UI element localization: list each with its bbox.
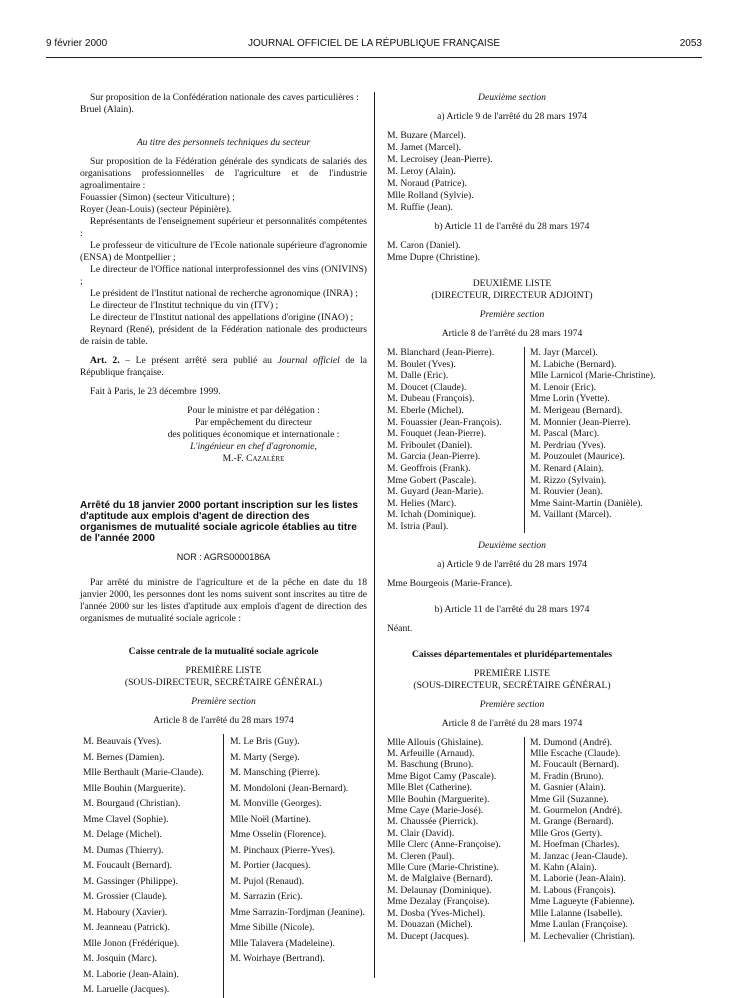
list-item: M. Eberle (Michel). [387,404,464,416]
list-item: Mlle Clerc (Anne-Françoise). [387,839,501,851]
list-item: Le directeur de l'Institut national des appellations d'origine (INAO) ; [90,312,354,323]
list-item: M. Dumas (Thierry). [83,844,164,856]
list-item: M. Dumond (André). [530,736,613,748]
list-item: M. Perdriau (Yves). [530,439,606,451]
list-item: M. Gasnier (Alain). [530,782,606,794]
list-item: M. Leroy (Alain). [387,166,456,177]
list-item: M. Laborie (Jean-Alain). [530,873,626,885]
article-heading: Article 8 de l'arrêté du 28 mars 1974 [441,328,583,339]
list-item: M. Fouquet (Jean-Pierre). [387,428,487,440]
list-item: Mlle Bouhin (Marguerite). [83,782,186,794]
paragraph: Par arrêté du ministre de l'agriculture et de la pêche en date du 18 janvier 2000, les personnes dont les noms suivent sont inscrites au titre de l'année 2000 sur les listes d'aptitude aux emplois d'agent de direction des organismes de mutualité sociale agricole : [80,577,367,624]
list-item: M. Istria (Paul). [387,520,449,532]
nor-reference: NOR : AGRS0000186A [176,552,271,562]
names-divider [524,347,525,533]
section-heading: Première section [479,698,545,710]
list-item: M. Arfeuille (Arnaud). [387,748,475,759]
list-item: M. Bernes (Damien). [83,751,165,763]
names-column [230,734,365,967]
left-column [80,92,367,998]
list-item: Mlle Jonon (Frédérique). [83,937,180,949]
list-item: Mme Dezalay (Françoise). [387,896,490,908]
list-item: M. Baschung (Bruno). [387,759,474,771]
list-item: Reynard (René), président de la Fédération nationale des producteurs de raisin de table. [80,324,367,347]
member-name: Fouassier (Simon) (secteur Viticulture) ; [80,192,235,203]
list-item: M. Jayr (Marcel). [530,347,598,358]
list-item: M. Portier (Jacques). [230,860,311,871]
section-heading: Première section [479,309,545,320]
list-item: M. Douazan (Michel). [387,919,473,931]
section-heading: Au titre des personnels techniques du secteur [136,137,311,148]
list-item: M. Renard (Alain). [530,462,604,474]
list-item: M. Delage (Michel). [83,829,162,840]
list-item: M. Delaunay (Dominique). [387,884,492,896]
list-item: Mme Clavel (Sophie). [83,813,169,825]
list-item: M. Lecroisey (Jean-Pierre). [387,154,493,165]
list-subheading: (DIRECTEUR, DIRECTEUR ADJOINT) [431,290,593,301]
list-item: Le président de l'Institut national de recherche agronomique (INRA) ; [90,288,358,299]
list-item: M. Lenoir (Eric). [530,381,597,393]
list-item: M. Pujol (Renaud). [230,875,305,887]
section-heading: Caisse centrale de la mutualité sociale agricole [128,646,319,657]
list-item: M. Pinchaux (Pierre-Yves). [230,844,336,856]
list-item: Le professeur de viticulture de l'Ecole nationale supérieure d'agronomie (ENSA) de Montpellier ; [80,240,367,263]
list-item: M. Foucault (Bernard). [83,860,172,871]
list-item: M. Bourgaud (Christian). [83,798,181,809]
list-item: Mlle Berthault (Marie-Claude). [83,767,204,778]
signature-line: des politiques économique et internationale : [167,429,340,440]
list-item: M. Guyard (Jean-Marie). [387,486,484,498]
paragraph: Sur proposition de la Fédération générale des syndicats de salariés des organisations professionnelles de l'agriculture et de l'industrie agroalimentaire : [80,156,367,191]
signature-line: Par empêchement du directeur [195,417,312,428]
list-item: Mme Bigot Camy (Pascale). [387,770,497,782]
list-item: M. Grange (Bernard). [530,816,614,828]
list-item: M. Mansching (Pierre). [230,767,321,778]
list-item: Mlle Blet (Catherine). [387,782,472,794]
list-item: Mlle Lalanne (Isabelle). [530,907,623,919]
list-item: M. Lechevalier (Christian). [530,930,635,942]
list-item: Mlle Larnicol (Marie-Christine). [530,370,656,382]
list-item: M. Jamet (Marcel). [387,142,462,153]
list-item: M. Labiche (Bernard). [530,358,617,370]
neant-text: Néant. [387,622,413,634]
names-divider [524,737,525,942]
list-item: M. Beauvais (Yves). [83,736,162,747]
signature-name: M.-F. Cazalère [222,453,285,464]
list-item: M. Caron (Daniel). [387,240,461,251]
list-item: M. Marty (Serge). [230,751,300,763]
article-heading: b) Article 11 de l'arrêté du 28 mars 1974 [434,603,590,615]
list-item: M. Boulet (Yves). [387,358,456,370]
header-date: 9 février 2000 [46,38,108,49]
list-item: Mlle Allouis (Ghislaine). [387,736,484,748]
signature-line: L'ingénieur en chef d'agronomie, [190,441,317,452]
names-column [387,737,501,942]
list-item: Mme Caye (Marie-José). [387,805,484,817]
section-heading: Deuxième section [478,539,546,551]
list-item: Le directeur de l'Office national interprofessionnel des vins (ONIVINS) ; [80,264,367,287]
list-item: Mme Osselin (Florence). [230,829,327,840]
list-item: M. Friboulet (Daniel). [387,439,473,451]
list-item: Le directeur de l'Institut technique du vin (ITV) ; [90,300,279,311]
list-subheading: (SOUS-DIRECTEUR, SECRÉTAIRE GÉNÉRAL) [413,679,611,691]
list-item: M. Dubeau (François). [387,393,475,405]
list-item: M. Vaillant (Marcel). [530,509,612,521]
names-divider [223,734,224,998]
list-item: M. Laruelle (Jacques). [83,984,170,995]
list-item: M. Foucault (Bernard). [530,759,619,771]
article-heading: b) Article 11 de l'arrêté du 28 mars 1974 [434,221,590,232]
list-item: M. Laborie (Jean-Alain). [83,968,179,980]
names-column [387,347,502,533]
list-item: M. Josquin (Marc). [83,953,158,964]
list-item: Mme Laulan (Françoise). [530,919,628,931]
names-list [384,240,640,264]
section-heading: Première section [191,696,256,707]
list-item: M. Janzac (Jean-Claude). [530,850,628,862]
list-item: Mlle Escache (Claude). [530,748,621,759]
list-item: M. Doucet (Claude). [387,381,467,393]
list-item: M. Geoffrois (Frank). [387,462,471,474]
list-item: M. Pascal (Marc). [530,428,600,440]
list-item: M. Fouassier (Jean-François). [387,416,502,428]
list-item: M. Hoefman (Charles). [530,839,620,851]
list-item: Mme Saint-Martin (Danièle). [530,497,643,509]
article-heading: a) Article 9 de l'arrêté du 28 mars 1974 [437,111,587,122]
list-item: M. Sarrazin (Eric). [230,891,303,902]
list-item: Mlle Bouhin (Marguerite). [387,793,490,805]
list-item: Mlle Cure (Marie-Christine). [387,862,499,874]
list-item: M. Helies (Marc). [387,497,457,509]
list-item: M. Noraud (Patrice). [387,178,467,189]
article-heading: Article 8 de l'arrêté du 28 mars 1974 [153,715,294,726]
list-item: M. Garcia (Jean-Pierre). [387,451,481,463]
list-item: Mme Gobert (Pascale). [387,474,477,486]
list-item: M. Jeanneau (Patrick). [83,922,170,933]
list-item: M. Le Bris (Guy). [230,736,300,747]
list-item: M. Cleren (Paul). [387,850,455,862]
list-item: M. Monnier (Jean-Pierre). [530,416,631,428]
list-item: M. Blanchard (Jean-Pierre). [387,347,495,358]
list-item: M. Gassinger (Philippe). [83,875,178,887]
section-heading: Deuxième section [478,92,546,103]
list-item: M. Merigeau (Bernard). [530,404,623,416]
list-heading: PREMIÈRE LISTE [185,665,262,676]
member-name: Royer (Jean-Louis) (secteur Pépinière). [80,204,232,215]
names-table [384,737,640,942]
member-name: Mme Bourgeois (Marie-France). [387,577,513,589]
list-item: Mlle Rolland (Sylvie). [387,190,474,201]
list-item: M. Kahn (Alain). [530,862,597,874]
list-item: M. Ichah (Dominique). [387,509,476,521]
article-heading: Article 8 de l'arrêté du 28 mars 1974 [441,717,583,729]
list-heading: DEUXIÈME LISTE [472,278,552,289]
header-page-number: 2053 [679,38,702,49]
list-heading: PREMIÈRE LISTE [474,667,550,679]
list-item: M. Chaussée (Pierrick). [387,816,479,828]
list-item: M. Rizzo (Sylvain). [530,474,607,486]
list-item: Mme Lagueyte (Fabienne). [530,896,635,908]
article-heading: a) Article 9 de l'arrêté du 28 mars 1974 [437,558,587,570]
list-item: Mme Gil (Suzanne). [530,793,609,805]
list-item: M. Woirhaye (Bertrand). [230,953,325,964]
list-item: M. Buzare (Marcel). [387,130,466,141]
representatives-list [80,240,367,348]
list-item: M. Ruffie (Jean). [387,202,453,213]
list-subheading: (SOUS-DIRECTEUR, SECRÉTAIRE GÉNÉRAL) [124,677,323,688]
list-item: Mlle Gros (Gerty). [530,827,603,839]
list-item: M. Mondoloni (Jean-Bernard). [230,782,349,794]
header-title: JOURNAL OFFICIEL DE LA RÉPUBLIQUE FRANÇAISE [247,38,501,49]
signature-date: Fait à Paris, le 23 décembre 1999. [90,386,221,397]
member-name: Bruel (Alain). [80,104,134,115]
list-item: M. Grossier (Claude). [83,891,168,902]
column-divider [374,92,375,978]
list-item: M. Fradin (Bruno). [530,770,604,782]
list-item: M. Dalle (Eric). [387,370,449,382]
list-item: Mme Dupre (Christine). [387,252,480,263]
article-2: Art. 2. – Le présent arrêté sera publié au Journal officiel de la République française. [80,355,367,378]
list-item: M. Labous (François). [530,884,616,896]
paragraph: Représentants de l'enseignement supérieur et personnalités compétentes : [80,216,367,239]
names-list [384,130,640,214]
right-column [384,92,656,942]
list-item: Mlle Talavera (Madeleine). [230,937,335,949]
list-item: Mme Lorin (Yvette). [530,393,610,405]
list-item: Mme Sarrazin-Tordjman (Jeanine). [230,906,365,918]
list-item: M. Pouzoulet (Maurice). [530,451,625,463]
list-item: M. de Malglaive (Bernard). [387,873,493,885]
list-item: M. Ducept (Jacques). [387,930,470,942]
names-column [83,734,204,998]
header-rule [46,57,702,58]
names-column [530,737,635,942]
list-item: Mme Sibille (Nicole). [230,922,315,933]
section-heading: Caisses départementales et pluridépartementales [411,648,613,660]
list-item: M. Haboury (Xavier). [83,906,168,918]
signature-line: Pour le ministre et par délégation : [187,405,320,416]
names-column [530,347,655,521]
list-item: M. Monville (Georges). [230,798,322,809]
list-item: M. Rouvier (Jean). [530,486,603,498]
paragraph: Sur proposition de la Confédération nationale des caves particulières : [90,92,359,103]
names-table [384,347,656,533]
list-item: M. Clair (David). [387,827,455,839]
arrete-title: Arrêté du 18 janvier 2000 portant inscription sur les listes d'aptitude aux emplois d'agent de direction des organismes de mutualité sociale agricole établies au titre de l'année 2000 [80,500,358,544]
list-item: Mlle Noël (Martine). [230,813,311,825]
list-item: M. Gourmelon (André). [530,805,623,817]
page-header [46,38,702,52]
names-table [80,734,367,998]
list-item: M. Dosba (Yves-Michel). [387,907,486,919]
